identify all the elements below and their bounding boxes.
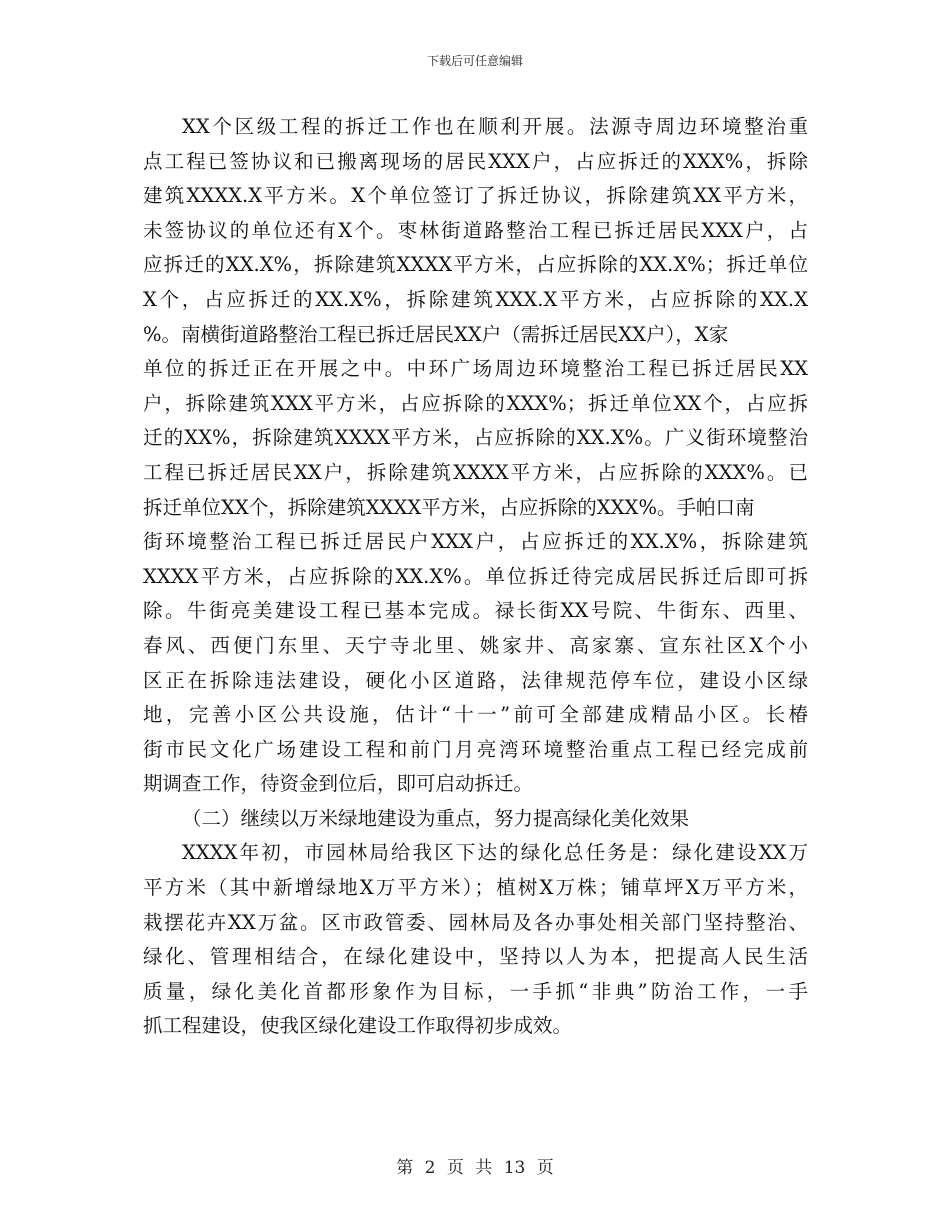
page-header-note: 下载后可任意编辑: [426, 54, 523, 68]
text-line: XXXX年初，市园林局给我区下达的绿化总任务是：绿化建设XX万: [182, 841, 808, 865]
text-line: 未签协议的单位还有X个。枣林街道路整治工程已拆迁居民XXX户，占: [143, 218, 808, 242]
text-line: 期调查工作，待资金到位后，即可启动拆迁。: [143, 772, 534, 796]
text-line: 户，拆除建筑XXX平方米，占应拆除的XXX%；拆迁单位XX个，占应拆: [143, 391, 808, 415]
text-line: 绿化、管理相结合，在绿化建设中，坚持以人为本，把提高人民生活: [143, 945, 808, 969]
text-line: 抓工程建设，使我区绿化建设工作取得初步成效。: [143, 1014, 573, 1038]
text-line: 除。牛街亮美建设工程已基本完成。禄长街XX号院、牛街东、西里、: [143, 599, 808, 623]
text-line: 点工程已签协议和已搬离现场的居民XXX户，占应拆迁的XXX%，拆除: [143, 149, 808, 173]
text-line: 建筑XXXX.X平方米。X个单位签订了拆迁协议，拆除建筑XX平方米，: [143, 184, 808, 208]
text-line: 应拆迁的XX.X%，拆除建筑XXXX平方米，占应拆除的XX.X%；拆迁单位: [143, 253, 808, 277]
text-line: 平方米（其中新增绿地X万平方米）；植树X万株；铺草坪X万平方米，: [143, 876, 808, 900]
text-line: 工程已拆迁居民XX户，拆除建筑XXXX平方米，占应拆除的XXX%。已: [143, 460, 808, 484]
text-line: XX个区级工程的拆迁工作也在顺利开展。法源寺周边环境整治重: [182, 115, 808, 138]
document-body: [143, 110, 808, 1044]
text-line: XXXX平方米，占应拆除的XX.X%。单位拆迁待完成居民拆迁后即可拆: [143, 564, 808, 588]
text-line: 街市民文化广场建设工程和前门月亮湾环境整治重点工程已经完成前: [143, 737, 808, 761]
text-line: X个，占应拆迁的XX.X%，拆除建筑XXX.X平方米，占应拆除的XX.X: [143, 287, 808, 311]
text-line: 拆迁单位XX个，拆除建筑XXXX平方米，占应拆除的XXX%。手帕口南: [143, 495, 755, 519]
text-line: %。南横街道路整治工程已拆迁居民XX户（需拆迁居民XX户），X家: [143, 322, 729, 346]
text-line: 单位的拆迁正在开展之中。中环广场周边环境整治工程已拆迁居民XX: [143, 357, 808, 381]
text-line: 区正在拆除违法建设，硬化小区道路，法律规范停车位，建设小区绿: [143, 668, 808, 692]
text-line: 春风、西便门东里、天宁寺北里、姚家井、高家寨、宣东社区X个小: [143, 633, 808, 657]
text-line: 栽摆花卉XX万盆。区市政管委、园林局及各办事处相关部门坚持整治、: [143, 910, 808, 934]
text-line: 迁的XX%，拆除建筑XXXX平方米，占应拆除的XX.X%。广义街环境整治: [143, 426, 808, 450]
text-line: 质量，绿化美化首都形象作为目标，一手抓“非典”防治工作，一手: [143, 979, 808, 1003]
text-line: 地，完善小区公共设施，估计“十一”前可全部建成精品小区。长椿: [143, 703, 808, 727]
text-line: 街环境整治工程已拆迁居民户XXX户，占应拆迁的XX.X%，拆除建筑: [143, 530, 808, 554]
page-number: 第 2 页 共 13 页: [396, 1158, 554, 1178]
section-heading: （二）继续以万米绿地建设为重点，努力提高绿化美化效果: [182, 806, 690, 830]
